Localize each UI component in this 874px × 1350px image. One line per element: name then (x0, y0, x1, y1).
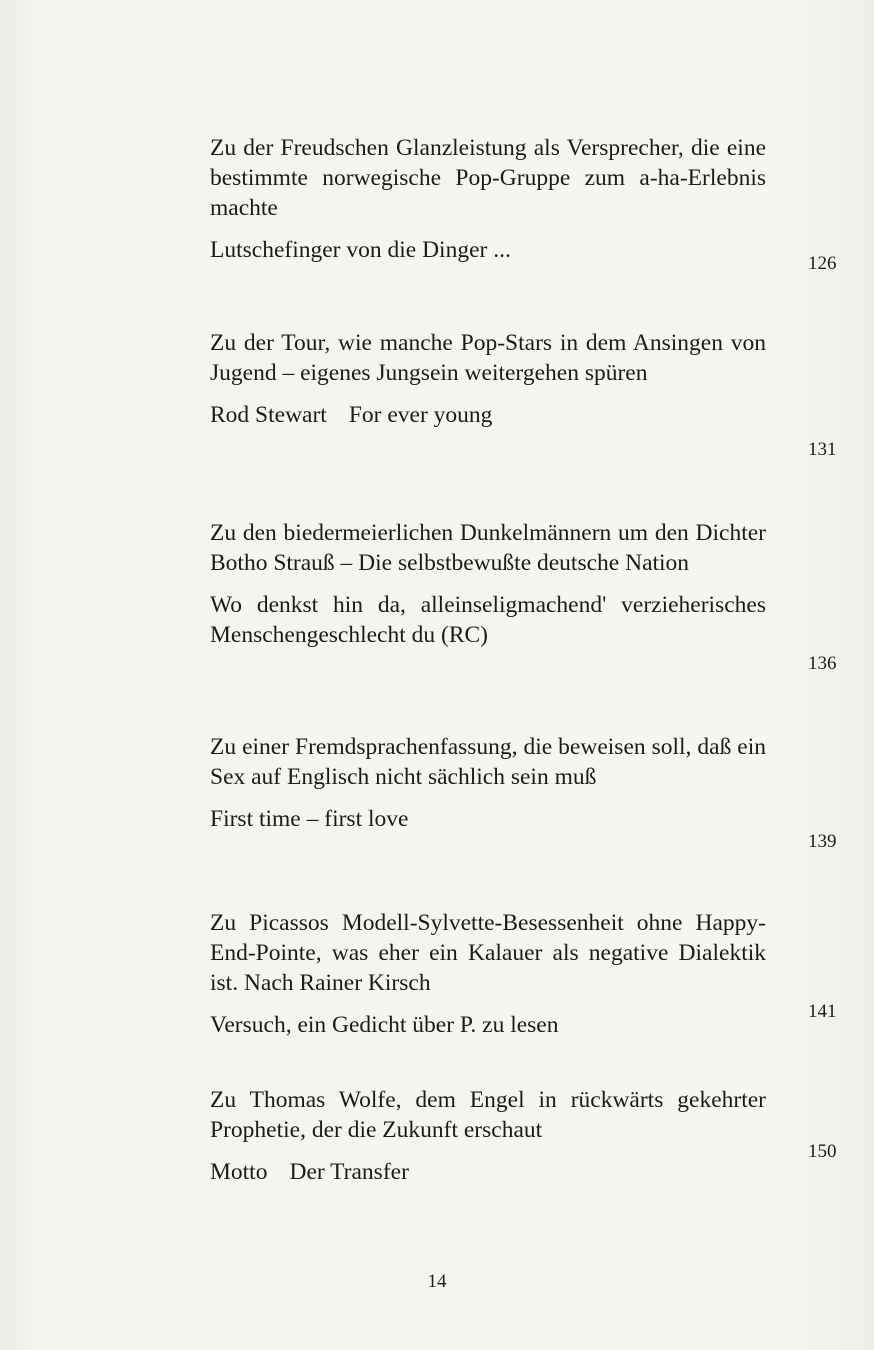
entry-page-number: 141 (808, 1001, 837, 1022)
entry-description: Zu Thomas Wolfe, dem Engel in rückwärts gekehrter Prophetie, der die Zukunft erschaut (210, 1087, 766, 1143)
toc-entry (210, 518, 766, 650)
entry-title: Versuch, ein Gedicht über P. zu lesen (210, 1012, 559, 1038)
entry-description: Zu der Freudschen Glanzleistung als Versprecher, die eine bestimmte norwegische Pop-Gruppe zum a-ha-Erlebnis machte (210, 135, 766, 221)
entry-description: Zu den biedermeierlichen Dunkelmännern um den Dichter Botho Strauß – Die selbstbewußte deutsche Nation (210, 520, 766, 576)
entry-page-number: 136 (808, 653, 837, 674)
toc-entry (210, 908, 766, 1040)
entry-description: Zu einer Fremdsprachenfassung, die beweisen soll, daß ein Sex auf Englisch nicht sächlich sein muß (210, 734, 766, 790)
entry-page-number: 126 (808, 253, 837, 274)
entry-page-number: 150 (808, 1141, 837, 1162)
entry-title-part: Der Transfer (289, 1159, 409, 1185)
toc-entry (210, 133, 766, 265)
page-folio: 14 (427, 1271, 447, 1292)
toc-entry (210, 732, 766, 834)
entry-description: Zu der Tour, wie manche Pop-Stars in dem Ansingen von Jugend – eigenes Jungsein weitergehen spüren (210, 330, 766, 386)
entry-title: Wo denkst hin da, alleinseligmachend' verzieherisches Menschengeschlecht du (RC) (210, 592, 766, 648)
entry-title (210, 1157, 766, 1187)
entry-title: First time – first love (210, 806, 409, 832)
entry-title-part: Motto (210, 1159, 268, 1185)
entry-title-part: For ever young (348, 402, 493, 428)
toc-entry (210, 1085, 766, 1187)
entry-title-part: Rod Stewart (210, 402, 327, 428)
entry-page-number: 139 (808, 831, 837, 852)
entry-description: Zu Picassos Modell-Sylvette-Besessenheit ohne Happy-End-Pointe, was eher ein Kalauer als negative Dialektik ist. Nach Rainer Kirsch (210, 910, 766, 996)
entry-page-number: 131 (808, 439, 837, 460)
entry-title (210, 400, 766, 430)
toc-entry (210, 328, 766, 430)
entry-title: Lutschefinger von die Dinger ... (210, 237, 511, 263)
